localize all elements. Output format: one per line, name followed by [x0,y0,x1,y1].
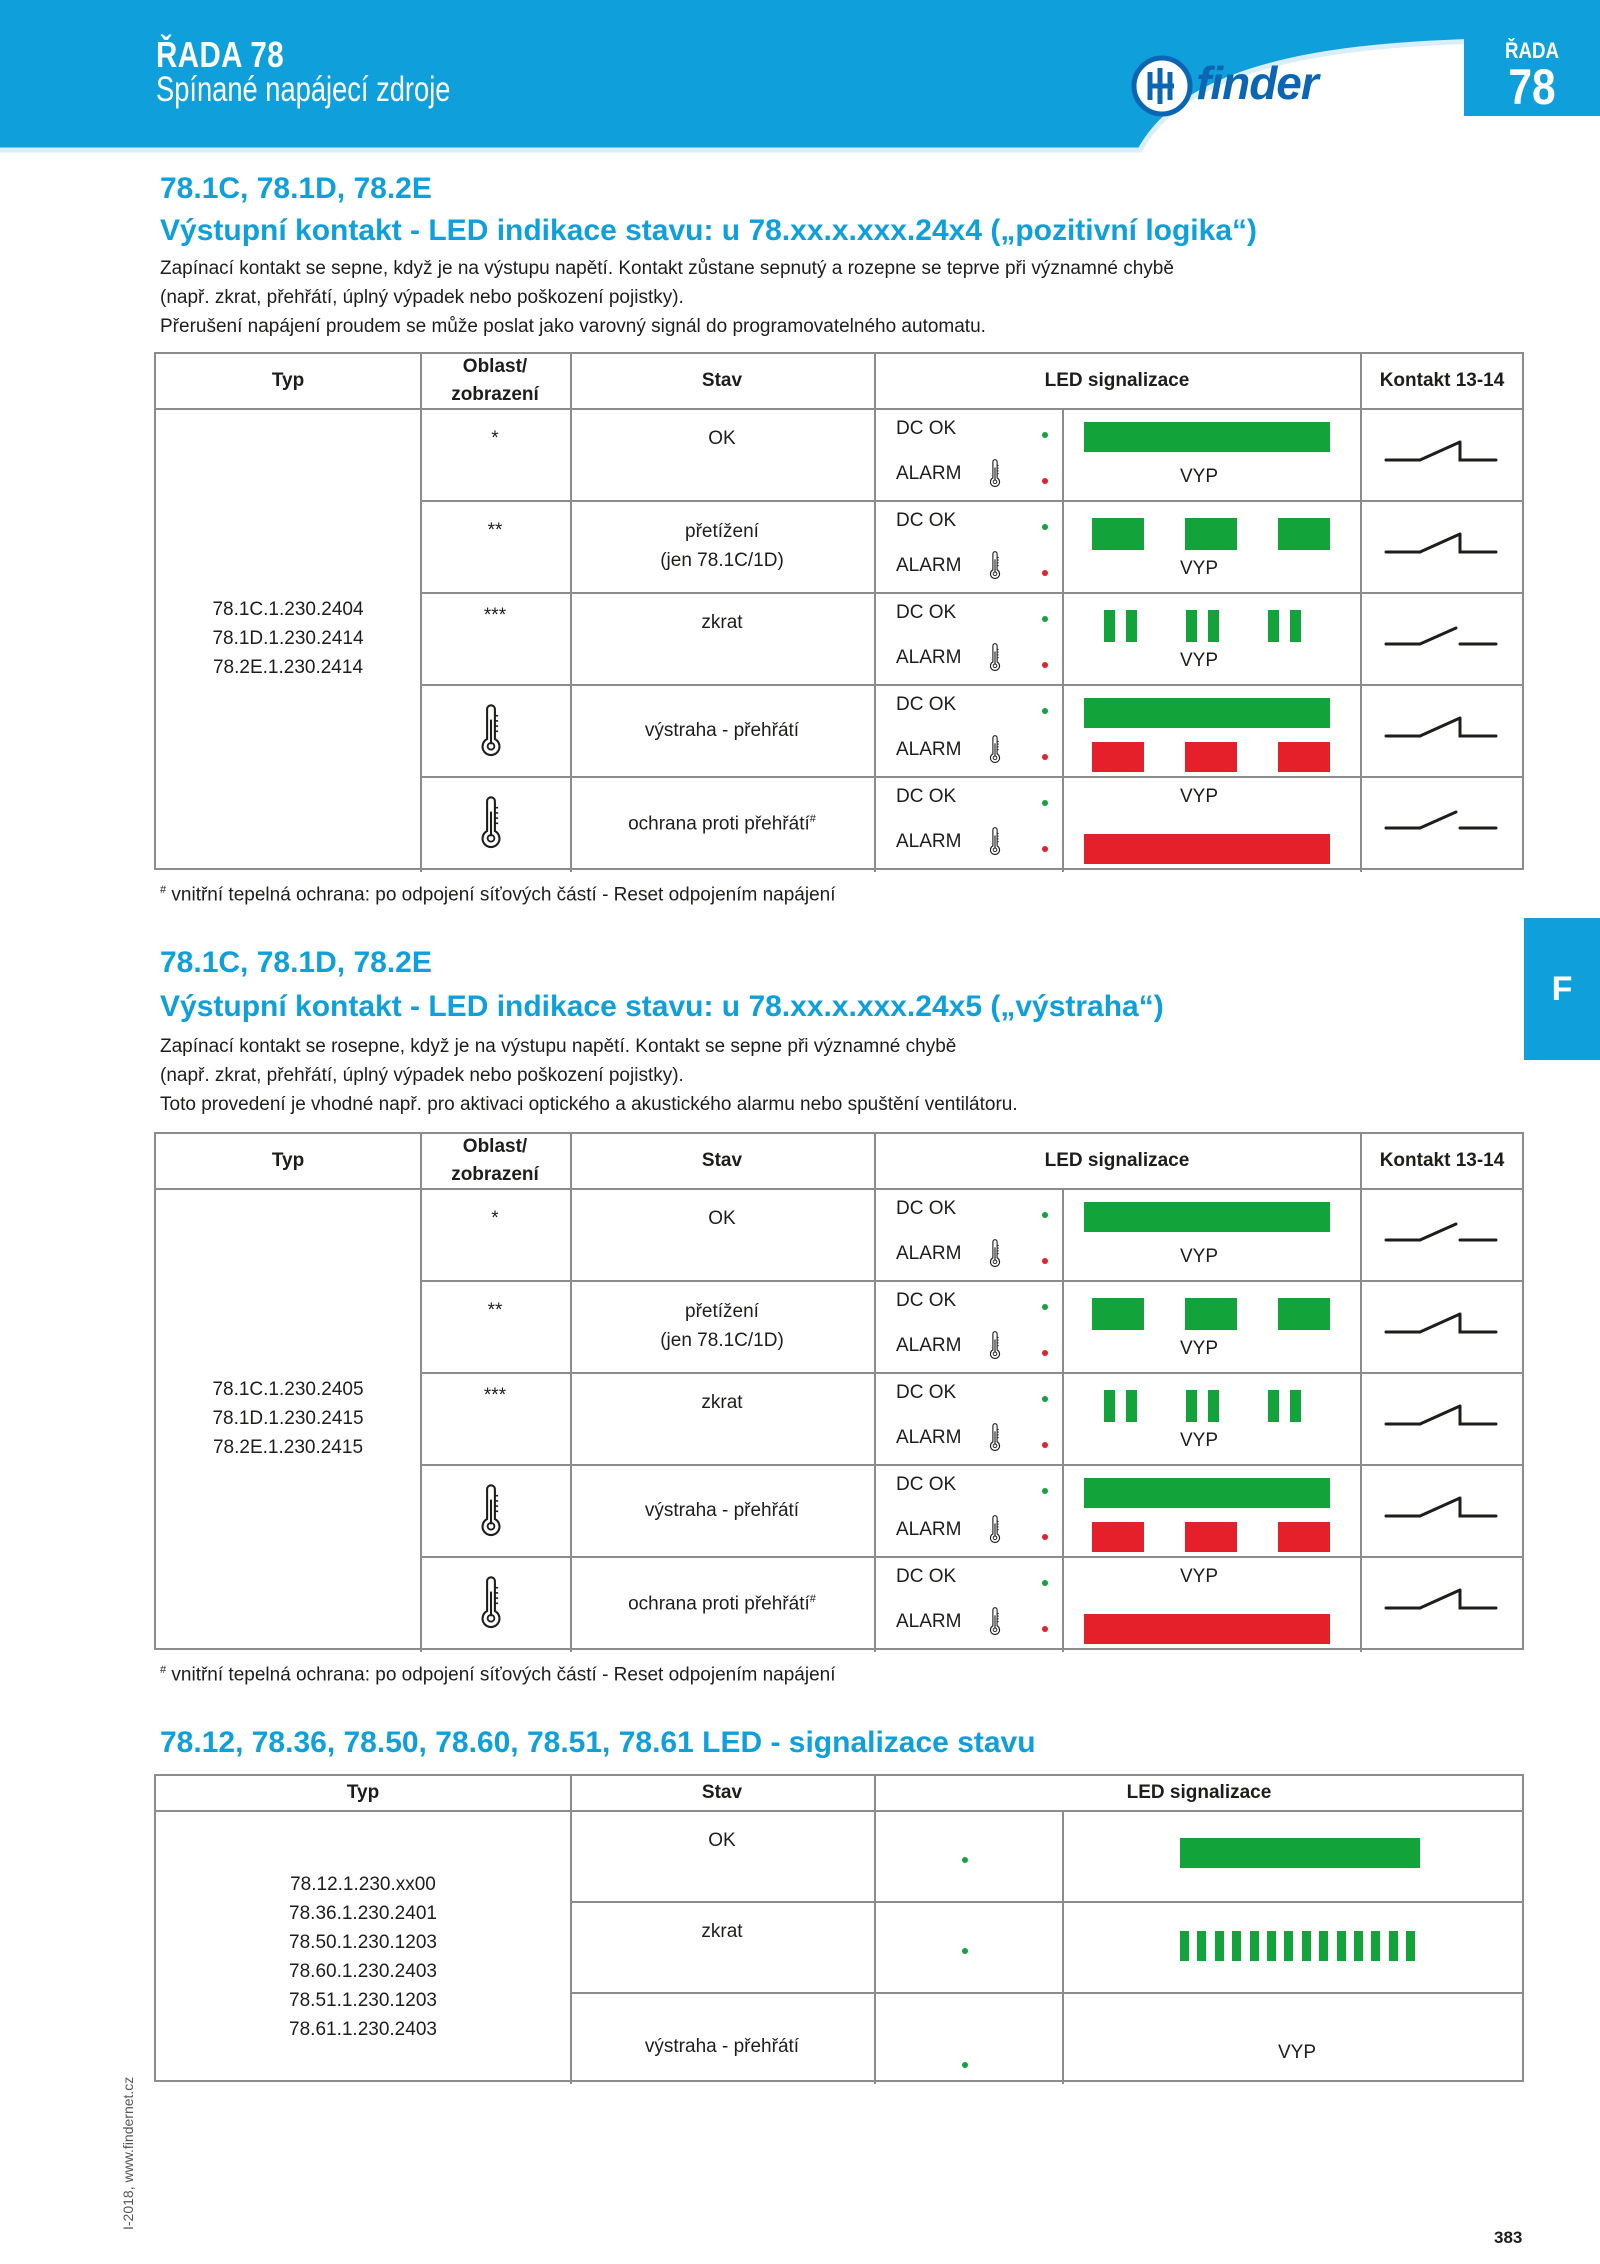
stav-value [570,1810,874,1870]
type-list [156,1820,570,2093]
led-green [1371,1931,1380,1961]
status-dot-red [1042,1350,1048,1356]
led-green [1126,610,1137,642]
contact-closed-icon [1382,708,1502,748]
header-oblast-line2: zobrazení [451,1164,539,1185]
status-dot-green [1042,1396,1048,1402]
oblast-value: *** [483,604,507,626]
stav-value [570,1556,874,1648]
status-dot-red [1042,1626,1048,1632]
vyp-label: VYP [1180,786,1219,807]
status-dot-green [1042,524,1048,530]
status-dot-red [1042,1442,1048,1448]
table-column-divider [1360,1134,1362,1652]
thermometer-icon [478,790,504,854]
dc-ok-label: DC OK [896,1474,957,1495]
alarm-label: ALARM [896,463,962,484]
vyp-label: VYP [1180,558,1219,579]
section2-text [160,1032,1018,1119]
status-dot-green [1042,616,1048,622]
status-dot-green [962,2062,968,2068]
table-column-divider [1062,408,1064,872]
led-green [1104,1390,1115,1422]
led-green [1278,1298,1330,1330]
alarm-label: ALARM [896,1243,962,1264]
header-typ: Typ [346,1782,380,1803]
thermometer-icon [988,1510,1002,1548]
alarm-label: ALARM [896,647,962,668]
contact-closed-icon [1382,524,1502,564]
status-dot-red [1042,1534,1048,1540]
header-oblast-line1: Oblast/ [462,1136,528,1157]
contact-closed-icon [1382,1396,1502,1436]
table-column-divider [1062,1188,1064,1652]
header-oblast-line2: zobrazení [451,384,539,405]
led-green [1185,518,1237,550]
led-green [1197,1931,1206,1961]
header-typ: Typ [271,1150,305,1171]
header-oblast-line1: Oblast/ [462,356,528,377]
led-red [1185,1522,1237,1552]
led-green [1337,1931,1346,1961]
stav-text: zkrat [701,611,743,633]
led-green [1084,1478,1330,1508]
status-table-1 [154,352,1524,870]
status-dot-red [1042,754,1048,760]
header-oblast [420,1134,570,1188]
status-dot-red [1042,846,1048,852]
led-green [1084,422,1330,452]
contact-open-icon [1382,1212,1502,1252]
section2-line: (např. zkrat, přehřátí, úplný výpadek nebo poškození pojistky). [160,1065,684,1086]
stav-text: zkrat [701,1920,743,1942]
led-green [1186,1390,1197,1422]
led-green [1084,698,1330,728]
alarm-label: ALARM [896,1519,962,1540]
led-green [1284,1931,1293,1961]
thermometer-icon [988,822,1002,860]
led-green [1290,610,1301,642]
section2-note: # vnitřní tepelná ochrana: po odpojení síťových částí - Reset odpojením napájení [160,1664,836,1686]
status-dot-red [1042,478,1048,484]
led-red [1278,1522,1330,1552]
led-green [1185,1298,1237,1330]
thermometer-icon [478,1478,504,1542]
oblast-value: * [491,1207,499,1229]
type-code: 78.1D.1.230.2415 [212,1407,364,1429]
dc-ok-label: DC OK [896,510,957,531]
header-led: LED signalizace [1126,1782,1272,1803]
dc-ok-label: DC OK [896,1198,957,1219]
stav-value [570,1464,874,1556]
stav-footnote-mark: # [809,813,816,826]
stav-value [570,1992,874,2075]
table-column-divider [1360,354,1362,872]
led-green [1104,610,1115,642]
led-green [1389,1931,1398,1961]
page-header [0,0,1600,155]
status-dot-red [1042,1258,1048,1264]
contact-open-icon [1382,800,1502,840]
section2-title: Výstupní kontakt - LED indikace stavu: u 78.xx.x.xxx.24x5 („výstraha“) [160,990,1164,1023]
status-dot-red [1042,570,1048,576]
type-code: 78.1C.1.230.2404 [212,598,364,620]
dc-ok-label: DC OK [896,1566,957,1587]
contact-closed-icon [1382,1304,1502,1344]
stav-value [570,408,874,469]
vyp-label: VYP [1180,1566,1219,1587]
table-column-divider [1062,1810,1064,2084]
led-red [1278,742,1330,772]
stav-value [570,592,874,653]
stav-value [570,1280,874,1372]
oblast-value: *** [483,1384,507,1406]
type-list [156,1188,420,1648]
section1-text [160,254,1174,341]
led-green [1278,518,1330,550]
vyp-label: VYP [1180,650,1219,671]
stav-text: výstraha - přehřátí [644,2036,800,2057]
led-green [1268,610,1279,642]
stav-line: přetížení [685,521,759,542]
led-green [1267,1931,1276,1961]
stav-text: výstraha - přehřátí [644,1499,800,1521]
alarm-label: ALARM [896,1611,962,1632]
status-dot-green [1042,1580,1048,1586]
finder-logo [1130,54,1370,118]
section3-title: 78.12, 78.36, 78.50, 78.60, 78.51, 78.61 LED - signalizace stavu [160,1726,1036,1759]
led-green [1186,610,1197,642]
thermometer-icon [988,638,1002,676]
section1-line: Přerušení napájení proudem se může poslat jako varovný signál do programovatelného automatu. [160,316,986,337]
led-green [1319,1931,1328,1961]
type-code: 78.60.1.230.2403 [289,1960,437,1982]
type-code: 78.12.1.230.xx00 [290,1873,436,1895]
status-dot-green [1042,800,1048,806]
thermometer-icon [988,1234,1002,1272]
stav-text: OK [708,1207,736,1229]
type-code: 78.50.1.230.1203 [289,1931,437,1953]
series-title: ŘADA 78 [156,34,285,75]
status-dot-green [1042,1488,1048,1494]
header-stav: Stav [701,1782,743,1803]
led-green [1126,1390,1137,1422]
stav-value [570,500,874,592]
status-dot-green [1042,432,1048,438]
alarm-label: ALARM [896,1335,962,1356]
table-column-divider [874,1134,876,1652]
led-green [1084,1202,1330,1232]
thermometer-icon [988,546,1002,584]
oblast-value: ** [487,519,503,541]
alarm-label: ALARM [896,1427,962,1448]
dc-ok-label: DC OK [896,418,957,439]
type-code: 78.36.1.230.2401 [289,1902,437,1924]
contact-open-icon [1382,616,1502,656]
finder-logo-text: finder [1196,57,1318,109]
section2-models: 78.1C, 78.1D, 78.2E [160,946,432,979]
led-green [1215,1931,1224,1961]
section2-line: Toto provedení je vhodné např. pro aktivaci optického a akustického alarmu nebo spuštění ventilátoru. [160,1094,1018,1115]
stav-text: ochrana proti přehřátí# [628,1593,816,1615]
series-tab-number: 78 [1508,59,1556,115]
contact-closed-icon [1382,432,1502,472]
led-green [1092,1298,1144,1330]
alarm-label: ALARM [896,831,962,852]
vyp-label: VYP [1180,1338,1219,1359]
status-table-2 [154,1132,1524,1650]
led-green [1208,610,1219,642]
contact-closed-icon [1382,1580,1502,1620]
footer-side-text: I-2018, www.findernet.cz [120,2076,136,2230]
stav-value [570,1372,874,1433]
vyp-label: VYP [1180,466,1219,487]
type-code: 78.1D.1.230.2414 [212,627,364,649]
oblast-value: * [491,427,499,449]
thermometer-icon [478,698,504,762]
section1-models: 78.1C, 78.1D, 78.2E [160,172,432,205]
led-red [1092,1522,1144,1552]
type-code: 78.51.1.230.1203 [289,1989,437,2011]
led-red [1084,834,1330,864]
vyp-label: VYP [1180,1430,1219,1451]
stav-text: OK [708,427,736,449]
type-code: 78.1C.1.230.2405 [212,1378,364,1400]
thermometer-icon [988,454,1002,492]
section1-title: Výstupní kontakt - LED indikace stavu: u 78.xx.x.xxx.24x4 („pozitivní logika“) [160,214,1257,247]
led-red [1092,742,1144,772]
led-green [1232,1931,1241,1961]
status-dot-green [1042,1212,1048,1218]
led-green [1268,1390,1279,1422]
thermometer-icon [478,1570,504,1634]
table-column-divider [874,1776,876,2084]
section1-line: (např. zkrat, přehřátí, úplný výpadek nebo poškození pojistky). [160,287,684,308]
header-kontakt: Kontakt 13-14 [1379,370,1505,391]
led-green [1302,1931,1311,1961]
type-code: 78.2E.1.230.2415 [212,1436,364,1458]
led-green [1354,1931,1363,1961]
header-stav: Stav [701,1150,743,1171]
type-list [156,408,420,868]
dc-ok-label: DC OK [896,786,957,807]
status-dot-green [1042,708,1048,714]
header-typ: Typ [271,370,305,391]
header-oblast [420,354,570,408]
led-red [1185,742,1237,772]
vyp-label: VYP [1180,1246,1219,1267]
alarm-label: ALARM [896,555,962,576]
section2-line: Zapínací kontakt se rosepne, když je na výstupu napětí. Kontakt se sepne při významné chybě [160,1036,957,1057]
led-red [1084,1614,1330,1644]
type-code: 78.2E.1.230.2414 [212,656,364,678]
section-tab-f: F [1524,918,1600,1060]
type-code: 78.61.1.230.2403 [289,2018,437,2040]
thermometer-icon [988,730,1002,768]
oblast-value: ** [487,1299,503,1321]
status-dot-green [962,1948,968,1954]
led-green [1180,1838,1420,1868]
led-green [1092,518,1144,550]
stav-text: ochrana proti přehřátí# [628,813,816,835]
dc-ok-label: DC OK [896,602,957,623]
stav-value [570,684,874,776]
stav-text: výstraha - přehřátí [644,719,800,741]
stav-value [570,776,874,868]
section1-line: Zapínací kontakt se sepne, když je na výstupu napětí. Kontakt zůstane sepnutý a rozepne se teprve při významné chybě [160,258,1174,279]
header-led: LED signalizace [1044,1150,1190,1171]
series-subtitle: Spínané napájecí zdroje [156,70,451,109]
page-number: 383 [1494,2228,1523,2247]
thermometer-icon [988,1326,1002,1364]
vyp-label: VYP [1278,2042,1317,2063]
led-green [1290,1390,1301,1422]
header-kontakt: Kontakt 13-14 [1379,1150,1505,1171]
table-column-divider [874,354,876,872]
thermometer-icon [988,1602,1002,1640]
thermometer-icon [988,1418,1002,1456]
led-green [1406,1931,1415,1961]
status-dot-green [962,1857,968,1863]
stav-text: zkrat [701,1391,743,1413]
dc-ok-label: DC OK [896,1382,957,1403]
finder-logo-icon [1130,54,1194,118]
status-dot-green [1042,1304,1048,1310]
led-green [1208,1390,1219,1422]
status-dot-red [1042,662,1048,668]
contact-closed-icon [1382,1488,1502,1528]
status-table-3 [154,1774,1524,2082]
stav-footnote-mark: # [809,1593,816,1606]
series-tab-label: ŘADA [1504,38,1560,63]
led-green [1250,1931,1259,1961]
stav-line: (jen 78.1C/1D) [660,550,784,571]
section1-note: # vnitřní tepelná ochrana: po odpojení síťových částí - Reset odpojením napájení [160,884,836,906]
dc-ok-label: DC OK [896,1290,957,1311]
stav-line: (jen 78.1C/1D) [660,1330,784,1351]
alarm-label: ALARM [896,739,962,760]
series-tab [1464,0,1600,116]
stav-line: přetížení [685,1301,759,1322]
led-green [1180,1931,1189,1961]
stav-value [570,1188,874,1249]
stav-value [570,1901,874,1961]
header-stav: Stav [701,370,743,391]
header-led: LED signalizace [1044,370,1190,391]
stav-text: OK [708,1829,736,1851]
dc-ok-label: DC OK [896,694,957,715]
